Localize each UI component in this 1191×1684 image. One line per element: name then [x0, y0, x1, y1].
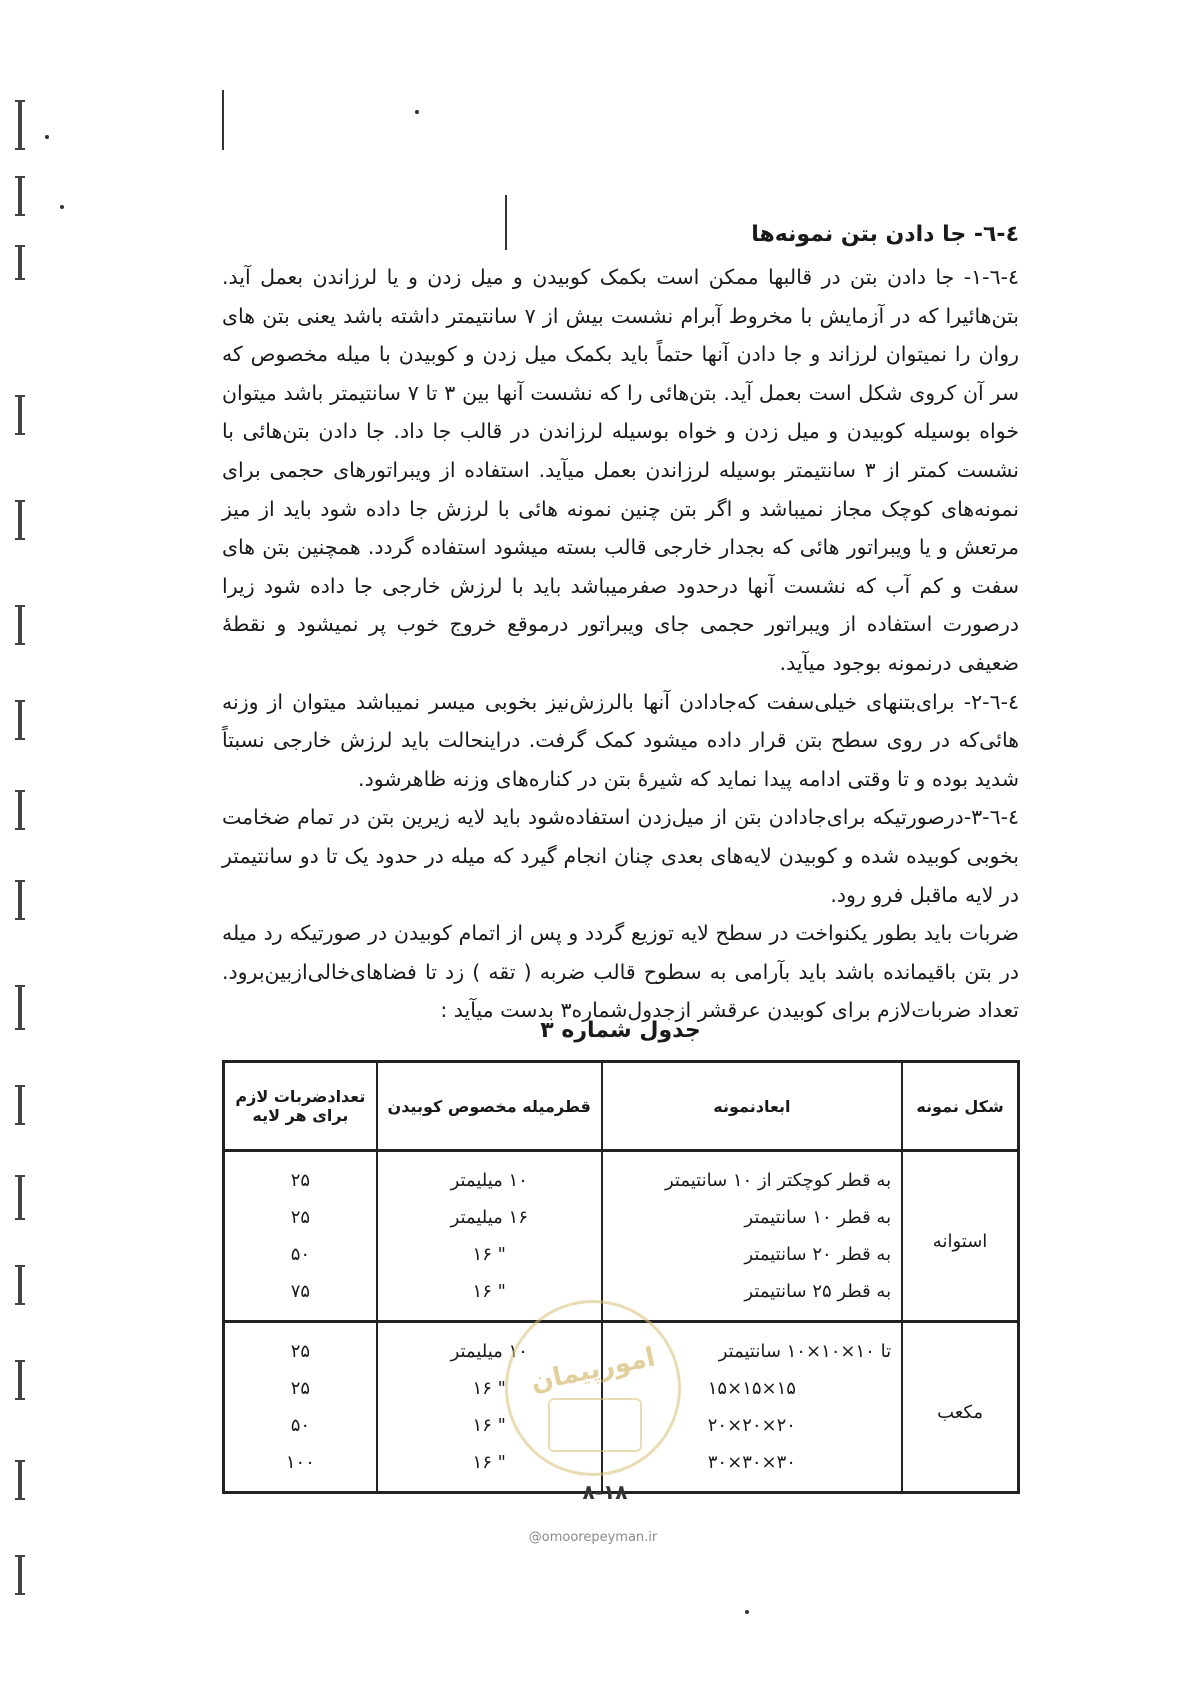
- binding-mark: [18, 605, 22, 645]
- paragraph-blows: ضربات باید بطور یکنواخت در سطح لایه توزیع گردد و پس از اتمام کوبیدن در صورتیکه رد میله در بتن باقیمانده باشد باید بآرامی به سطوح قالب ضربه ( تقه ) زد تا فضاهای‌خالی‌ازبین‌برود. تعداد ضربات‌لازم برای کوبیدن عرقشر ازجدول‌شماره۳ بدست میآید :: [222, 921, 1019, 1023]
- binding-mark: [18, 700, 22, 740]
- blows-cell: ۲۵: [224, 1151, 377, 1200]
- table-row: [224, 1236, 1019, 1273]
- shape-cube: مکعب: [902, 1322, 1018, 1493]
- rod-diameter-cell: " ۱۶: [377, 1370, 602, 1407]
- binding-mark: [18, 985, 22, 1030]
- dimensions-cell: به قطر ۲۰ سانتیمتر: [602, 1236, 902, 1273]
- paragraph-4-6-2: ٤-٦-٢- برای‌بتنهای خیلی‌سفت که‌جادادن آنها بالرزش‌نیز بخوبی میسر نمیباشد میتوان از وزنه هائی‌که در روی سطح بتن قرار داده میشود کمک گرفت. دراینحالت باید لرزش خارجی نسبتاً شدید بوده و تا وقتی ادامه پیدا نماید که شیرهٔ بتن در کناره‌های وزنه ظاهرشود.: [222, 689, 1019, 791]
- scan-line: [222, 90, 224, 150]
- header-blows: تعدادضربات لازم برای هر لایه: [224, 1062, 377, 1151]
- page-number: ۸-۱۸: [582, 1480, 628, 1504]
- dimensions-cell: به قطر ۲۵ سانتیمتر: [602, 1273, 902, 1322]
- header-rod-diameter: قطرمیله مخصوص کوبیدن: [377, 1062, 602, 1151]
- binding-mark: [18, 1265, 22, 1305]
- blows-cell: ۵۰: [224, 1407, 377, 1444]
- rod-diameter-cell: ۱۰ میلیمتر: [377, 1322, 602, 1371]
- watermark-text: امورپیمان: [528, 1342, 658, 1398]
- website-watermark: @omoorepeyman.ir: [528, 1530, 658, 1545]
- blows-cell: ۵۰: [224, 1236, 377, 1273]
- binding-mark: [18, 1085, 22, 1125]
- blows-cell: ۲۵: [224, 1322, 377, 1371]
- table-row: [224, 1199, 1019, 1236]
- blows-cell: ۱۰۰: [224, 1444, 377, 1493]
- scan-speck: [745, 1610, 749, 1614]
- scan-speck: [415, 110, 419, 114]
- rod-diameter-cell: " ۱۶: [377, 1407, 602, 1444]
- section-heading: ٤-٦- جا دادن بتن نمونه‌ها: [751, 222, 1019, 247]
- binding-mark: [18, 245, 22, 280]
- binding-mark: [18, 395, 22, 435]
- binding-mark: [18, 500, 22, 540]
- table-row: [224, 1151, 1019, 1200]
- rod-diameter-cell: ۱۶ میلیمتر: [377, 1199, 602, 1236]
- binding-mark: [18, 1175, 22, 1220]
- rod-diameter-cell: ۱۰ میلیمتر: [377, 1151, 602, 1200]
- binding-mark: [18, 880, 22, 920]
- document-body: [222, 218, 1019, 1030]
- watermark-seal: [505, 1300, 681, 1476]
- binding-mark: [18, 790, 22, 830]
- dimensions-cell: به قطر کوچکتر از ۱۰ سانتیمتر: [602, 1151, 902, 1200]
- scan-speck: [60, 205, 64, 209]
- left-margin-binding-marks: [18, 100, 48, 1660]
- dimensions-cell: به قطر ۱۰ سانتیمتر: [602, 1199, 902, 1236]
- scan-speck: [45, 135, 49, 139]
- table-header-row: [224, 1062, 1019, 1151]
- binding-mark: [18, 100, 22, 150]
- binding-mark: [18, 1360, 22, 1400]
- table-title: جدول شماره ۳: [540, 1018, 701, 1043]
- binding-mark: [18, 1460, 22, 1500]
- binding-mark: [18, 1555, 22, 1595]
- blows-cell: ۷۵: [224, 1273, 377, 1322]
- paragraph-4-6-3: ٤-٦-٣-درصورتیکه برای‌جادادن بتن از میل‌زدن استفاده‌شود باید لایه زیرین بتن در تمام ضخامت بخوبی کوبیده شده و کوبیدن لایه‌های بعدی چنان انجام گیرد که میله در حدود یک تا دو سانتیمتر در لایه ماقبل فرو رود.: [222, 805, 1019, 907]
- dimensions-cell: تا ۱۰×۱۰×۱۰ سانتیمتر: [602, 1322, 902, 1371]
- blows-cell: ۲۵: [224, 1370, 377, 1407]
- rod-diameter-cell: " ۱۶: [377, 1444, 602, 1493]
- header-shape: شکل نمونه: [902, 1062, 1018, 1151]
- dimensions-cell: ۲۰×۲۰×۲۰: [602, 1407, 902, 1444]
- rod-diameter-cell: " ۱۶: [377, 1273, 602, 1322]
- header-dimensions: ابعادنمونه: [602, 1062, 902, 1151]
- dimensions-cell: ۱۵×۱۵×۱۵: [602, 1370, 902, 1407]
- watermark-gear-icon: [548, 1398, 642, 1452]
- blows-cell: ۲۵: [224, 1199, 377, 1236]
- shape-cylinder: استوانه: [902, 1151, 1018, 1322]
- rod-diameter-cell: " ۱۶: [377, 1236, 602, 1273]
- paragraph-4-6-1: ٤-٦-١- جا دادن بتن در قالبها ممکن است بکمک کوبیدن و میل زدن و یا لرزاندن بعمل آید. بتن‌هائیرا که در آزمایش با مخروط آبرام نشست بیش از ۷ سانتیمتر داشته باشد یعنی بتن های روان را نمیتوان لرزاند و جا دادن آنها حتماً باید بکمک میل زدن و کوبیدن با میله مخصوص که سر آن کروی شکل است بعمل آید. بتن‌هائی را که نشست آنها بین ۳ تا ۷ سانتیمتر باشد میتوان خواه بوسیله کوبیدن و میل زدن و خواه بوسیله لرزاندن در قالب جا داد. جا دادن بتن‌هائی با نشست کمتر از ۳ سانتیمتر بوسیله لرزاندن بعمل میآید. استفاده از ویبراتورهای حجمی برای نمونه‌های کوچک مجاز نمیباشد و اگر بتن چنین نمونه هائی با لرزش جا داده شود باید از میز مرتعش و یا ویبراتور هائی که بجدار خارجی قالب بسته میشود استفاده گردد. همچنین بتن های سفت و کم آب که نشست آنها درحدود صفرمیباشد باید با لرزش خارجی جا داده شود زیرا درصورت استفاده از ویبراتور حجمی جای ویبراتور درموقع خروج خوب پر نمیشود و نقطهٔ ضعیفی درنمونه بوجود میآید.: [222, 265, 1020, 675]
- dimensions-cell: ۳۰×۳۰×۳۰: [602, 1444, 902, 1493]
- binding-mark: [18, 176, 22, 216]
